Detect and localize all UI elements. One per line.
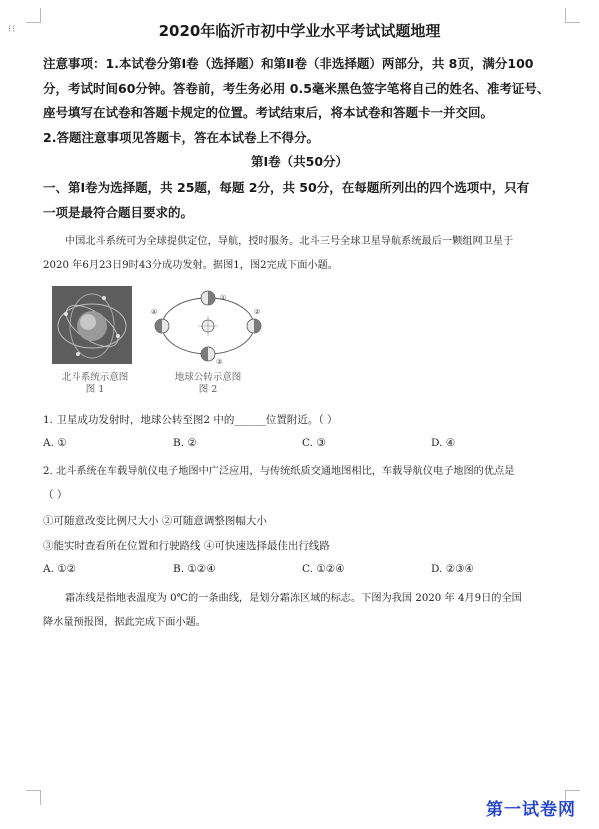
q1-option-d[interactable]: D. ④ — [431, 437, 456, 449]
passage1-line-2: 2020 年6月23日9时43分成功发射。据图1，图2完成下面小题。 — [43, 260, 338, 271]
passage2-line-2: 降水量预报图，据此完成下面小题。 — [43, 617, 206, 628]
fig2-caption: 地球公转示意图 — [174, 372, 242, 383]
fig1-label: 图 1 — [85, 384, 105, 395]
fig2-label: 图 2 — [198, 384, 218, 395]
q2-option-d[interactable]: D. ②③④ — [431, 563, 474, 575]
earth-revolution-figure — [150, 286, 266, 366]
crop-mark-bottom-left — [26, 790, 41, 805]
beidou-system-figure — [52, 286, 132, 364]
svg-text:①: ① — [220, 294, 227, 302]
section-instruction-1: 一、第Ⅰ卷为选择题，共 25题，每题 2分，共 50分，在每题所列出的四个选项中，只有 — [43, 180, 530, 195]
drag-handle-icon[interactable]: ⁝⁝ — [8, 24, 17, 35]
notice-line-1: 注意事项：1.本试卷分第Ⅰ卷（选择题）和第Ⅱ卷（非选择题）两部分，共 8页，满分100 — [43, 56, 534, 71]
section-instruction-2: 一项是最符合题目要求的。 — [43, 205, 194, 220]
section-title: 第Ⅰ卷（共50分） — [250, 154, 349, 169]
q2-option-a[interactable]: A. ①② — [43, 563, 77, 575]
fig1-caption: 北斗系统示意图 — [61, 372, 129, 383]
passage2-line-1: 霜冻线是指地表温度为 0℃的一条曲线，是划分霜冻区域的标志。下图为我国 2020 年 4月9日的全国 — [65, 593, 522, 604]
q2-paren: （ ） — [43, 489, 68, 501]
page-title: 2020年临沂市初中学业水平考试试题地理 — [158, 22, 441, 40]
q1-option-b[interactable]: B. ② — [173, 437, 197, 449]
q1-stem: 1. 卫星成功发射时，地球公转至图2 中的______位置附近。（ ） — [43, 414, 338, 426]
q2-option-b[interactable]: B. ①②④ — [173, 563, 216, 575]
q2-statements-1: ①可随意改变比例尺大小 ②可随意调整图幅大小 — [43, 515, 267, 527]
svg-text:②: ② — [254, 308, 261, 316]
notice-line-2: 分，考试时间60分钟。答卷前，考生务必用 0.5毫米黑色签字笔将自己的姓名、准考证号、 — [43, 81, 550, 96]
svg-text:④: ④ — [151, 308, 158, 316]
q1-option-c[interactable]: C. ③ — [302, 437, 326, 449]
site-watermark-logo: 第一试卷网 — [486, 800, 576, 820]
svg-text:③: ③ — [216, 358, 223, 366]
q2-stem: 2. 北斗系统在车载导航仪电子地图中广泛应用，与传统纸质交通地图相比，车载导航仪电子地图的优点是 — [43, 466, 515, 477]
notice-line-3: 座号填写在试卷和答题卡规定的位置。考试结束后，将本试卷和答题卡一并交回。 — [43, 105, 494, 120]
q1-option-a[interactable]: A. ① — [43, 437, 67, 449]
q2-statements-2: ③能实时查看所在位置和行驶路线 ④可快速选择最佳出行线路 — [43, 540, 330, 552]
q2-option-c[interactable]: C. ①②④ — [302, 563, 345, 575]
passage1-line-1: 中国北斗系统可为全球提供定位，导航，授时服务。北斗三号全球卫星导航系统最后一颗组网卫星于 — [65, 236, 514, 247]
notice-line-4: 2.答题注意事项见答题卡，答在本试卷上不得分。 — [43, 130, 319, 145]
